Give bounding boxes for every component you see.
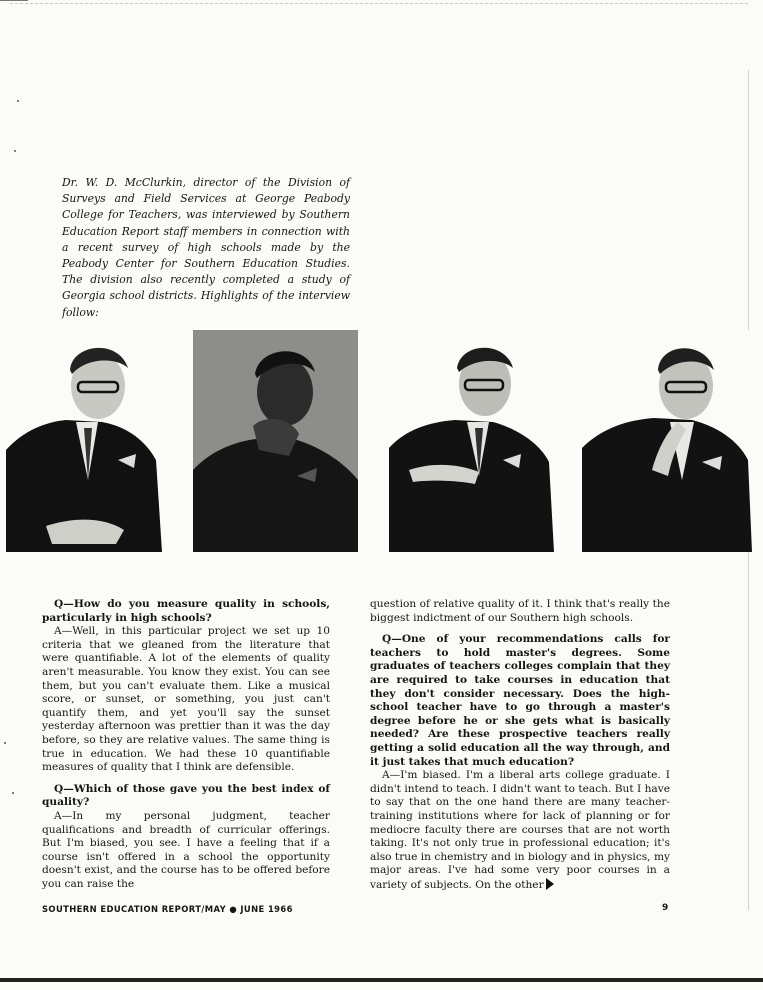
scan-speck (17, 100, 19, 102)
portrait-photo-1 (6, 330, 162, 552)
question-1: Q—How do you measure quality in schools, particularly in high schools? (42, 598, 330, 624)
answer-1: A—Well, in this particular project we set up 10 criteria that we gleaned from the literature that were quantifiable. A lot of the elements of quality aren't measurable. You know they exist. You can see them, but you can't evaluate them. Like a musical score, or sunset, or something, you just can't quantify them, and yet you'll say the sunset yesterday afternoon was prettier than it was the day before, so they are relative values. The same thing is true in education. We had these 10 quantifiable measures of quality that I think are defensible. (42, 625, 330, 774)
answer-2: A—In my personal judgment, teacher qualifications and breadth of curricular offerings. But I'm biased, you see. I have a feeling that if a course isn't offered in a school the opportunity doesn't exist, and the course has to be offered before you can raise the (42, 809, 330, 890)
man-gesturing-photo-icon (389, 330, 554, 552)
answer-2-continued: question of relative quality of it. I think that's really the biggest indictment of our Southern high schools. (370, 598, 670, 624)
column-left (42, 598, 330, 891)
column-right (370, 598, 670, 892)
scan-speck (4, 742, 6, 744)
man-hand-at-chin-photo-icon (193, 330, 358, 552)
man-seated-photo-icon (6, 330, 162, 552)
top-dashed-rule (10, 3, 748, 4)
scan-speck (14, 150, 16, 152)
scan-speck (12, 792, 14, 794)
continued-arrow-icon (546, 878, 554, 890)
intro-paragraph: Dr. W. D. McClurkin, director of the Division of Surveys and Field Services at George Peabody College for Teachers, was interviewed by Southern Education Report staff members in connection with a recent survey of high schools made by the Peabody Center for Southern Education Studies. The division also recently completed a study of Georgia school districts. Highlights of the interview follow: (62, 176, 350, 319)
top-corner-rule (0, 0, 28, 1)
question-3: Q—One of your recommendations calls for teachers to hold master's degrees. Some graduates of teachers colleges complain that they are required to take courses in education that they don't consider necessary. Does the high-school teacher have to go through a master's degree before he or she gets what is basically needed? Are these prospective teachers really getting a solid education all the way through, and it just takes that much education? (370, 633, 670, 768)
question-2: Q—Which of those gave you the best index of quality? (42, 782, 330, 809)
portrait-photo-2 (193, 330, 358, 552)
bottom-rule (0, 978, 763, 982)
page-number: 9 (662, 903, 669, 913)
man-hand-on-chin-photo-icon (582, 330, 752, 552)
answer-3-text-wrap (370, 769, 670, 892)
portrait-photo-3 (389, 330, 554, 552)
footer-publication: SOUTHERN EDUCATION REPORT/MAY ● JUNE 1966 (42, 904, 293, 914)
answer-3: A—I'm biased. I'm a liberal arts college graduate. I didn't intend to teach. I didn't want to teach. But I have to say that on the one hand there are many teacher-training institutions where for lack of planning or for mediocre faculty there are courses that are not worth taking. It's not only true in professional education; it's also true in chemistry and in biology and in physics, my major areas. I've had some very poor courses in a variety of subjects. On the other (370, 769, 670, 891)
portrait-photo-4 (582, 330, 752, 552)
